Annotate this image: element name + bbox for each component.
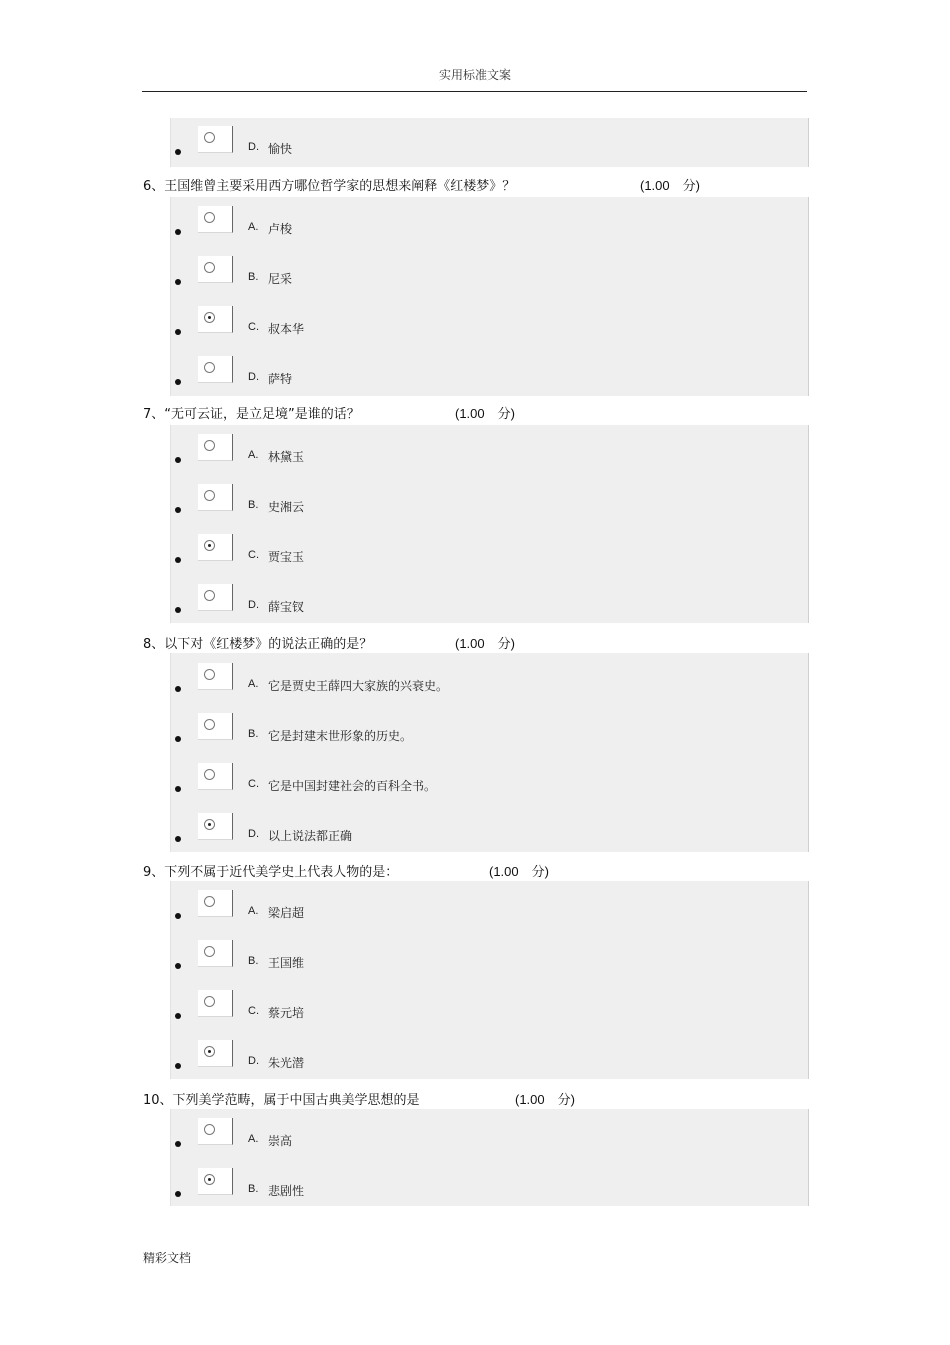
radio-frame xyxy=(198,990,233,1017)
option-text[interactable]: 贾宝玉 xyxy=(268,550,305,564)
question-score: (1.00 分) xyxy=(489,864,549,879)
radio-frame xyxy=(198,1168,233,1195)
option-text[interactable]: 它是中国封建社会的百科全书。 xyxy=(268,779,437,793)
radio-frame xyxy=(198,256,233,283)
radio-button[interactable] xyxy=(204,590,215,601)
radio-frame xyxy=(198,484,233,511)
radio-frame xyxy=(198,663,233,690)
radio-button-selected[interactable] xyxy=(204,1174,215,1185)
option-text[interactable]: 王国维 xyxy=(268,956,305,970)
list-bullet xyxy=(175,329,181,335)
radio-button-selected[interactable] xyxy=(204,819,215,830)
options-panel xyxy=(170,197,809,396)
option-letter: B. xyxy=(248,955,259,967)
question-title xyxy=(143,633,743,652)
question-title xyxy=(143,175,743,194)
question-text: 8、以下对《红楼梦》的说法正确的是？ xyxy=(143,637,373,652)
list-bullet xyxy=(175,149,181,155)
radio-button-selected[interactable] xyxy=(204,312,215,323)
radio-frame xyxy=(198,813,233,840)
radio-button[interactable] xyxy=(204,262,215,273)
radio-frame xyxy=(198,1118,233,1145)
options-panel xyxy=(170,118,809,167)
option-text[interactable]: 史湘云 xyxy=(268,500,305,514)
option-letter: A. xyxy=(248,449,259,461)
question-score: (1.00 分) xyxy=(640,178,700,193)
options-panel xyxy=(170,653,809,852)
option-text[interactable]: 叔本华 xyxy=(268,322,305,336)
option-letter: B. xyxy=(248,728,259,740)
list-bullet xyxy=(175,557,181,563)
radio-frame xyxy=(198,713,233,740)
list-bullet xyxy=(175,457,181,463)
radio-frame xyxy=(198,890,233,917)
option-text[interactable]: 崇高 xyxy=(268,1134,293,1148)
list-bullet xyxy=(175,786,181,792)
option-text[interactable]: 薛宝钗 xyxy=(268,600,305,614)
options-panel xyxy=(170,881,809,1079)
option-letter: D. xyxy=(248,141,259,153)
radio-button[interactable] xyxy=(204,440,215,451)
option-text[interactable]: 蔡元培 xyxy=(268,1006,305,1020)
option-text[interactable]: 愉快 xyxy=(268,142,293,156)
option-text[interactable]: 梁启超 xyxy=(268,906,305,920)
radio-button[interactable] xyxy=(204,1124,215,1135)
radio-button[interactable] xyxy=(204,769,215,780)
radio-frame xyxy=(198,356,233,383)
radio-button[interactable] xyxy=(204,946,215,957)
option-letter: A. xyxy=(248,1133,259,1145)
option-letter: D. xyxy=(248,828,259,840)
list-bullet xyxy=(175,736,181,742)
list-bullet xyxy=(175,1191,181,1197)
option-text[interactable]: 尼采 xyxy=(268,272,293,286)
radio-frame xyxy=(198,534,233,561)
option-text[interactable]: 林黛玉 xyxy=(268,450,305,464)
option-text[interactable]: 卢梭 xyxy=(268,222,293,236)
question-title xyxy=(143,403,743,422)
option-letter: D. xyxy=(248,371,259,383)
list-bullet xyxy=(175,686,181,692)
option-text[interactable]: 萨特 xyxy=(268,372,293,386)
radio-frame xyxy=(198,434,233,461)
radio-frame xyxy=(198,940,233,967)
question-text: 9、下列不属于近代美学史上代表人物的是： xyxy=(143,865,399,880)
question-score: (1.00 分) xyxy=(515,1092,575,1107)
page-footer-text: 精彩文档 xyxy=(143,1251,192,1265)
option-letter: A. xyxy=(248,221,259,233)
option-letter: C. xyxy=(248,778,259,790)
radio-button[interactable] xyxy=(204,719,215,730)
question-text: 10、下列美学范畴，属于中国古典美学思想的是 xyxy=(143,1093,420,1108)
list-bullet xyxy=(175,1013,181,1019)
question-score: (1.00 分) xyxy=(455,406,515,421)
question-score: (1.00 分) xyxy=(455,636,515,651)
option-text[interactable]: 朱光潜 xyxy=(268,1056,305,1070)
options-panel xyxy=(170,1109,809,1206)
option-letter: A. xyxy=(248,905,259,917)
radio-frame xyxy=(198,584,233,611)
option-letter: C. xyxy=(248,1005,259,1017)
radio-button[interactable] xyxy=(204,132,215,143)
question-title xyxy=(143,861,743,880)
radio-button[interactable] xyxy=(204,669,215,680)
option-letter: B. xyxy=(248,271,259,283)
question-title xyxy=(143,1089,743,1108)
option-text[interactable]: 以上说法都正确 xyxy=(268,829,353,843)
option-text[interactable]: 它是贾史王薛四大家族的兴衰史。 xyxy=(268,679,449,693)
option-letter: D. xyxy=(248,599,259,611)
list-bullet xyxy=(175,836,181,842)
radio-frame xyxy=(198,1040,233,1067)
option-text[interactable]: 悲剧性 xyxy=(268,1184,305,1198)
list-bullet xyxy=(175,1063,181,1069)
option-letter: D. xyxy=(248,1055,259,1067)
question-text: 7、“无可云证，是立足境”是谁的话？ xyxy=(143,407,360,422)
header-divider xyxy=(142,91,807,92)
page-header-title: 实用标准文案 xyxy=(438,68,511,82)
radio-button[interactable] xyxy=(204,996,215,1007)
list-bullet xyxy=(175,913,181,919)
radio-button-selected[interactable] xyxy=(204,540,215,551)
option-letter: A. xyxy=(248,678,259,690)
radio-frame xyxy=(198,763,233,790)
question-text: 6、王国维曾主要采用西方哪位哲学家的思想来阐释《红楼梦》？ xyxy=(143,179,516,194)
radio-button-selected[interactable] xyxy=(204,1046,215,1057)
radio-button[interactable] xyxy=(204,362,215,373)
radio-button[interactable] xyxy=(204,896,215,907)
radio-frame xyxy=(198,126,233,153)
option-letter: C. xyxy=(248,549,259,561)
radio-button[interactable] xyxy=(204,212,215,223)
option-letter: B. xyxy=(248,1183,259,1195)
radio-frame xyxy=(198,206,233,233)
list-bullet xyxy=(175,279,181,285)
option-letter: C. xyxy=(248,321,259,333)
list-bullet xyxy=(175,963,181,969)
list-bullet xyxy=(175,607,181,613)
radio-button[interactable] xyxy=(204,490,215,501)
list-bullet xyxy=(175,229,181,235)
option-letter: B. xyxy=(248,499,259,511)
options-panel xyxy=(170,425,809,623)
list-bullet xyxy=(175,379,181,385)
list-bullet xyxy=(175,507,181,513)
list-bullet xyxy=(175,1141,181,1147)
option-text[interactable]: 它是封建末世形象的历史。 xyxy=(268,729,413,743)
radio-frame xyxy=(198,306,233,333)
